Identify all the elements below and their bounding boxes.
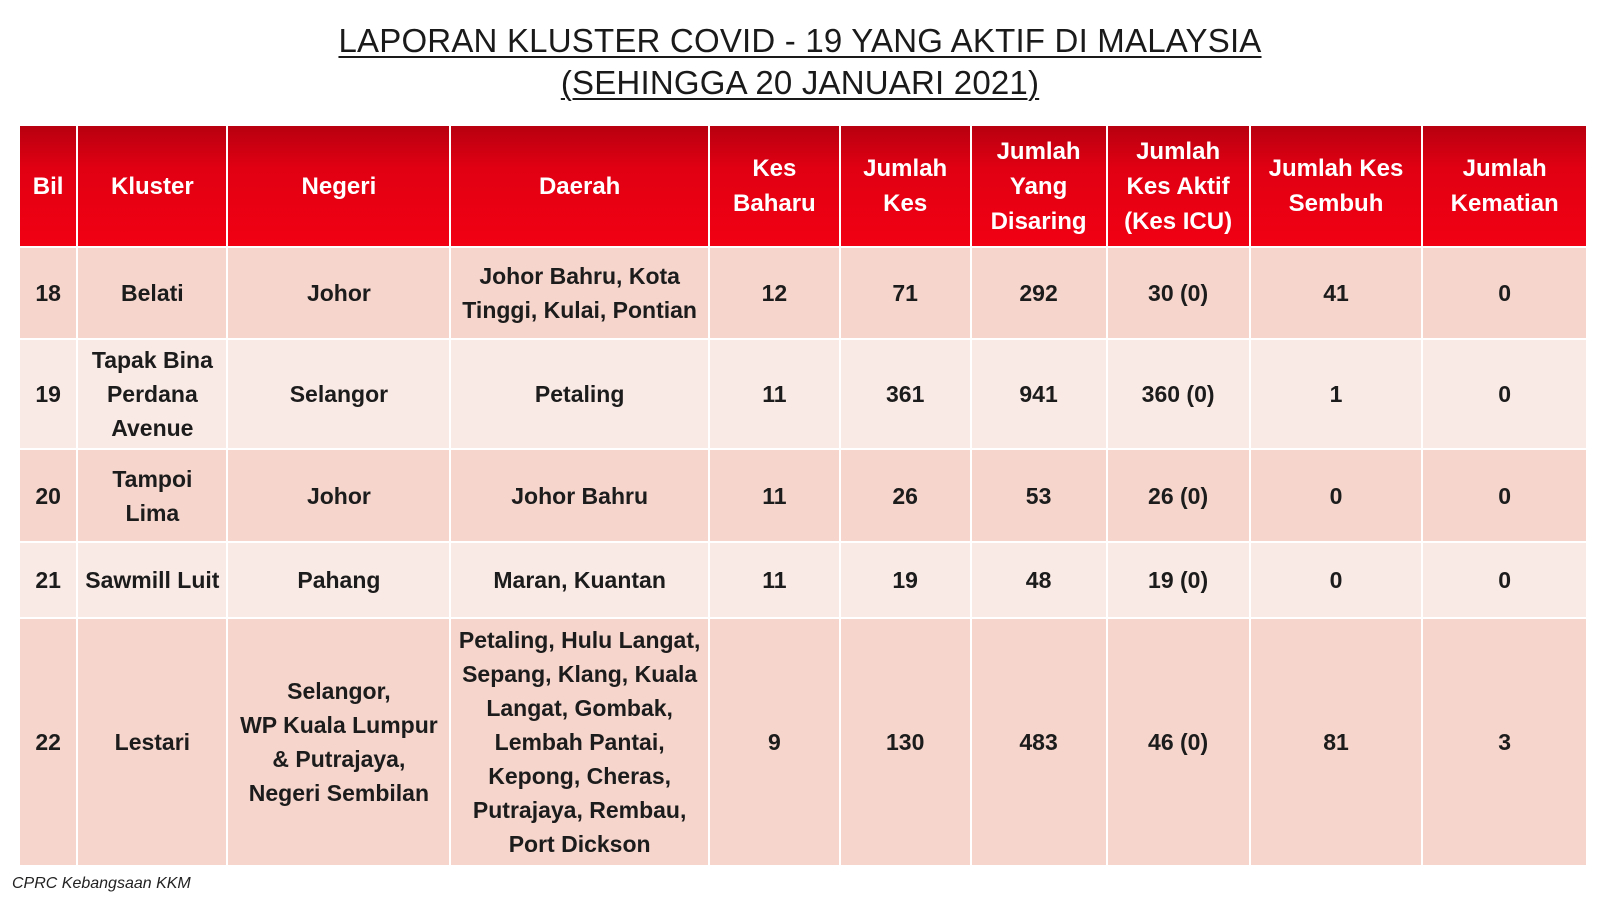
cell-jumlah-disaring: 292 [972, 248, 1106, 338]
header-kes-baharu: Kes Baharu [710, 126, 839, 246]
header-kluster: Kluster [78, 126, 226, 246]
cell-daerah: Maran, Kuantan [451, 543, 708, 617]
table-row [20, 619, 1586, 865]
cell-kematian: 0 [1423, 340, 1586, 448]
cell-daerah: Petaling, Hulu Langat, Sepang, Klang, Kuala Langat, Gombak, Lembah Pantai, Kepong, Cheras, Putrajaya, Rembau, Port Dickson [451, 619, 708, 865]
cell-bil: 20 [20, 450, 76, 541]
cell-negeri: Pahang [228, 543, 449, 617]
cell-kes-sembuh: 81 [1251, 619, 1422, 865]
cell-kematian: 0 [1423, 543, 1586, 617]
cell-negeri: Selangor [228, 340, 449, 448]
cell-kes-baharu: 12 [710, 248, 839, 338]
cell-kes-aktif: 19 (0) [1108, 543, 1249, 617]
cell-kes-baharu: 9 [710, 619, 839, 865]
cell-kes-baharu: 11 [710, 543, 839, 617]
header-negeri: Negeri [228, 126, 449, 246]
cell-daerah: Petaling [451, 340, 708, 448]
header-kes-aktif: Jumlah Kes Aktif (Kes ICU) [1108, 126, 1249, 246]
header-kematian: Jumlah Kematian [1423, 126, 1586, 246]
table-row [20, 450, 1586, 541]
cell-jumlah-kes: 361 [841, 340, 970, 448]
table-header-row [20, 126, 1586, 246]
cell-kes-sembuh: 41 [1251, 248, 1422, 338]
cell-jumlah-disaring: 483 [972, 619, 1106, 865]
cell-daerah: Johor Bahru, Kota Tinggi, Kulai, Pontian [451, 248, 708, 338]
cell-kluster: Lestari [78, 619, 226, 865]
cell-kluster: Sawmill Luit [78, 543, 226, 617]
cell-kluster: Belati [78, 248, 226, 338]
cell-negeri: Johor [228, 248, 449, 338]
cell-kes-aktif: 30 (0) [1108, 248, 1249, 338]
table-row [20, 543, 1586, 617]
cell-kluster: Tampoi Lima [78, 450, 226, 541]
table-row [20, 340, 1586, 448]
cell-kes-aktif: 360 (0) [1108, 340, 1249, 448]
cell-jumlah-kes: 71 [841, 248, 970, 338]
header-jumlah-disaring: Jumlah Yang Disaring [972, 126, 1106, 246]
cell-kes-aktif: 46 (0) [1108, 619, 1249, 865]
cell-kematian: 3 [1423, 619, 1586, 865]
cell-jumlah-kes: 130 [841, 619, 970, 865]
header-bil: Bil [20, 126, 76, 246]
cluster-table [18, 124, 1588, 867]
header-kes-sembuh: Jumlah Kes Sembuh [1251, 126, 1422, 246]
title-line-2: (SEHINGGA 20 JANUARI 2021) [560, 64, 1040, 101]
header-jumlah-kes: Jumlah Kes [841, 126, 970, 246]
header-daerah: Daerah [451, 126, 708, 246]
cell-kes-aktif: 26 (0) [1108, 450, 1249, 541]
cell-kes-baharu: 11 [710, 340, 839, 448]
cell-jumlah-kes: 19 [841, 543, 970, 617]
cell-kes-baharu: 11 [710, 450, 839, 541]
cell-bil: 19 [20, 340, 76, 448]
cell-jumlah-disaring: 48 [972, 543, 1106, 617]
cell-negeri: Selangor, WP Kuala Lumpur & Putrajaya, Negeri Sembilan [228, 619, 449, 865]
cell-kematian: 0 [1423, 248, 1586, 338]
table-row [20, 248, 1586, 338]
cell-jumlah-disaring: 941 [972, 340, 1106, 448]
title-line-1: LAPORAN KLUSTER COVID - 19 YANG AKTIF DI MALAYSIA [338, 22, 1262, 59]
cell-kes-sembuh: 1 [1251, 340, 1422, 448]
cell-kluster: Tapak Bina Perdana Avenue [78, 340, 226, 448]
cell-bil: 18 [20, 248, 76, 338]
report-title [0, 20, 1600, 104]
source-footer: CPRC Kebangsaan KKM [12, 875, 191, 892]
cell-bil: 22 [20, 619, 76, 865]
cell-jumlah-kes: 26 [841, 450, 970, 541]
cell-kematian: 0 [1423, 450, 1586, 541]
cell-bil: 21 [20, 543, 76, 617]
cell-daerah: Johor Bahru [451, 450, 708, 541]
cell-jumlah-disaring: 53 [972, 450, 1106, 541]
cell-negeri: Johor [228, 450, 449, 541]
cell-kes-sembuh: 0 [1251, 450, 1422, 541]
cell-kes-sembuh: 0 [1251, 543, 1422, 617]
